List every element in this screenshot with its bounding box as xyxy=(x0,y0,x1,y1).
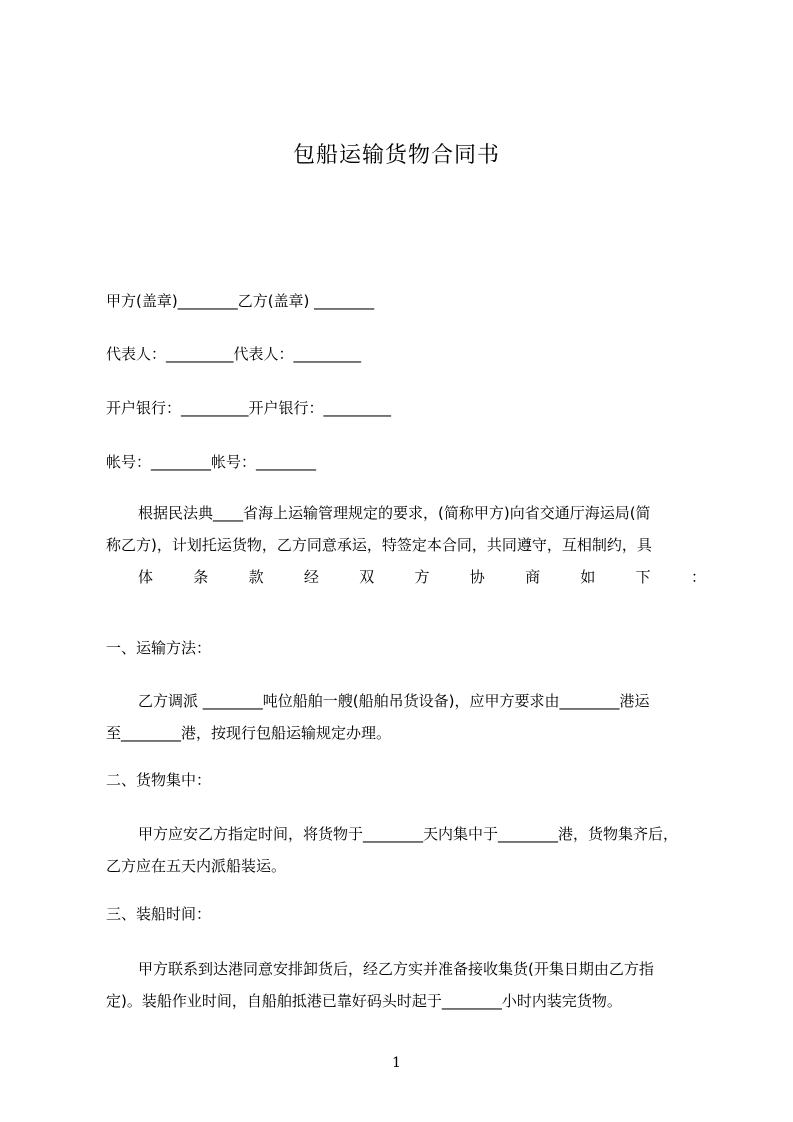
intro-row-2: 称乙方)，计划托运货物，乙方同意承运，特签定本合同，共同遵守，互相制约，具 xyxy=(106,536,652,554)
section-1-heading: 一、运输方法： xyxy=(106,639,212,657)
account-line: 帐号：________帐号：________ xyxy=(106,453,317,471)
intro-row-3-char: ： xyxy=(690,568,706,586)
intro-row-3-char: 双 xyxy=(359,568,375,586)
section-2-heading: 二、货物集中： xyxy=(106,771,212,789)
section-1-paragraph xyxy=(106,685,706,749)
intro-row-3-char: 经 xyxy=(303,568,319,586)
intro-row-3-char: 条 xyxy=(193,568,209,586)
party-line: 甲方(盖章)________乙方(盖章) ________ xyxy=(106,292,375,310)
section-3-heading: 三、装船时间： xyxy=(106,905,212,923)
document-title: 包船运输货物合同书 xyxy=(292,143,500,168)
representative-line: 代表人：_________代表人：_________ xyxy=(106,345,362,363)
section-1-row-1: 乙方调派 ________吨位船舶一艘(船舶吊货设备)，应甲方要求由________港运 xyxy=(138,692,650,710)
section-3-paragraph xyxy=(106,953,706,1017)
intro-row-3-char: 方 xyxy=(414,568,430,586)
page-number: 1 xyxy=(392,1055,401,1071)
intro-row-3-char: 协 xyxy=(469,568,485,586)
section-3-row-2: 定)。装船作业时间，自船舶抵港已靠好码头时起于________小时内装完货物。 xyxy=(106,992,622,1010)
intro-paragraph xyxy=(106,497,706,593)
intro-row-3-char: 如 xyxy=(580,568,596,586)
section-2-row-2: 乙方应在五天内派船装运。 xyxy=(106,857,287,875)
intro-row-1: 根据民法典____省海上运输管理规定的要求，(简称甲方)向省交通厅海运局(简 xyxy=(138,504,651,522)
section-2-paragraph xyxy=(106,818,706,882)
intro-row-3-char: 下 xyxy=(635,568,651,586)
intro-row-3-char: 体 xyxy=(138,568,154,586)
section-3-row-1: 甲方联系到达港同意安排卸货后，经乙方实并准备接收集货(开集日期由乙方指 xyxy=(138,960,654,978)
intro-row-3 xyxy=(106,561,706,593)
intro-row-3-char: 商 xyxy=(525,568,541,586)
section-2-row-1: 甲方应安乙方指定时间，将货物于________天内集中于________港，货物集齐后， xyxy=(138,825,679,843)
bank-line: 开户银行：_________开户银行：_________ xyxy=(106,399,392,417)
section-1-row-2: 至________港，按现行包船运输规定办理。 xyxy=(106,724,392,742)
intro-row-3-char: 款 xyxy=(248,568,264,586)
